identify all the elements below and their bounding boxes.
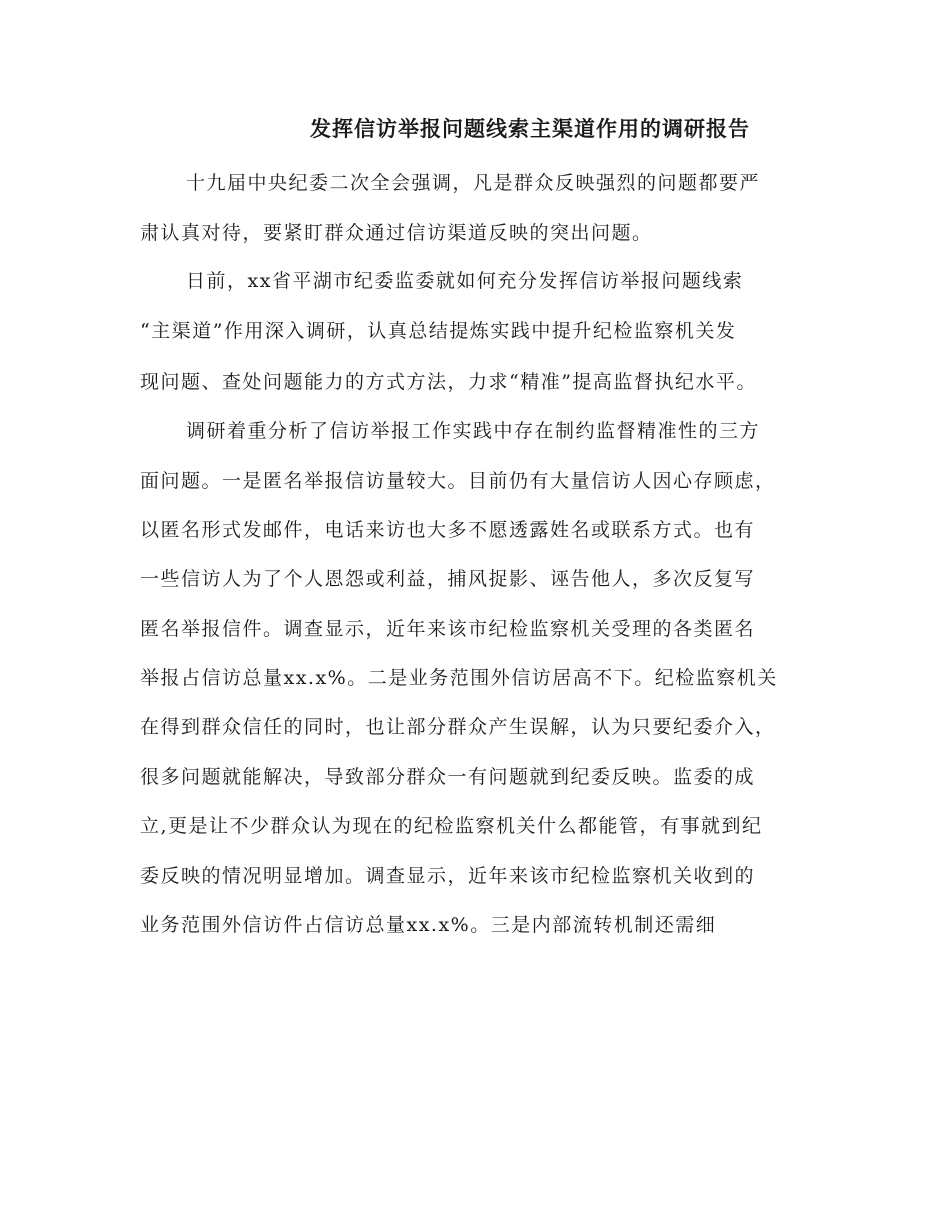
- paragraph-line: 匿名举报信件。调查显示，近年来该市纪检监察机关受理的各类匿名: [140, 618, 756, 640]
- paragraph-line: 面问题。一是匿名举报信访量较大。目前仍有大量信访人因心存顾虑，: [140, 470, 776, 492]
- paragraph-line: 业务范围外信访件占信访总量xx.x%。三是内部流转机制还需细: [140, 914, 717, 936]
- paragraph-line: “主渠道”作用深入调研，认真总结提炼实践中提升纪检监察机关发: [140, 320, 737, 342]
- paragraph-line: 立,更是让不少群众认为现在的纪检监察机关什么都能管，有事就到纪: [140, 815, 763, 837]
- paragraph-line: 在得到群众信任的同时，也让部分群众产生误解，认为只要纪委介入，: [140, 716, 776, 738]
- paragraph-line: 一些信访人为了个人恩怨或利益，捕风捉影、诬告他人，多次反复写: [140, 568, 756, 590]
- paragraph-line: 以匿名形式发邮件，电话来访也大多不愿透露姓名或联系方式。也有: [140, 519, 756, 541]
- paragraph-line: 肃认真对待，要紧盯群众通过信访渠道反映的突出问题。: [140, 222, 653, 244]
- paragraph-line: 现问题、查处问题能力的方式方法，力求“精准”提高监督执纪水平。: [140, 371, 757, 393]
- paragraph-line: 十九届中央纪委二次全会强调，凡是群众反映强烈的问题都要严: [186, 172, 761, 194]
- paragraph-line: 委反映的情况明显增加。调查显示，近年来该市纪检监察机关收到的: [140, 865, 756, 887]
- paragraph-line: 调研着重分析了信访举报工作实践中存在制约监督精准性的三方: [186, 420, 761, 442]
- paragraph-line: 日前，xx省平湖市纪委监委就如何充分发挥信访举报问题线索: [186, 270, 744, 292]
- paragraph-line: 举报占信访总量xx.x%。二是业务范围外信访居高不下。纪检监察机关: [140, 667, 778, 689]
- paragraph-line: 很多问题就能解决，导致部分群众一有问题就到纪委反映。监委的成: [140, 766, 756, 788]
- document-title: 发挥信访举报问题线索主渠道作用的调研报告: [310, 116, 750, 141]
